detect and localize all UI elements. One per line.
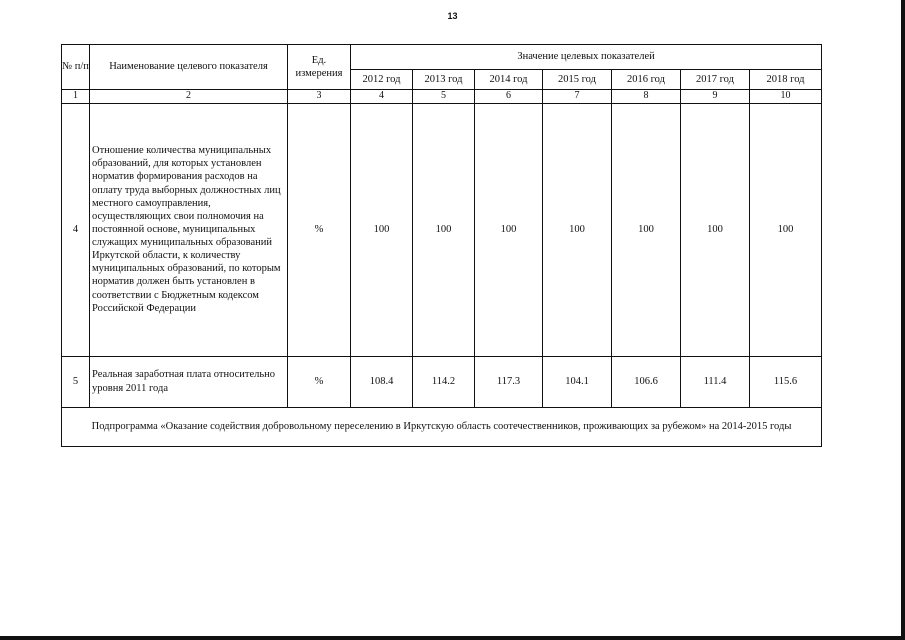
row-indicator-name: Отношение количества муниципальных образований, для которых установлен норматив формирования расходов на оплату труда выборных должностных лиц местного самоуправления, осуществляющих свои полномочия на постоянной основе, муниципальных служащих муниципальных образований Иркутской области, к количеству муниципальных образований, по которым норматив должен быть установлен в соответствии с Бюджетным кодексом Российской Федерации: [90, 103, 288, 356]
header-year: 2015 год: [543, 70, 612, 90]
header-year: 2013 год: [413, 70, 475, 90]
column-number: 3: [288, 90, 351, 104]
table-row: [62, 356, 822, 407]
row-value: 114.2: [413, 356, 475, 407]
column-number: 9: [681, 90, 750, 104]
row-num: 4: [62, 103, 90, 356]
column-number: 7: [543, 90, 612, 104]
column-number: 8: [612, 90, 681, 104]
header-values-group: Значение целевых показателей: [351, 45, 822, 70]
row-value: 100: [750, 103, 822, 356]
row-value: 117.3: [475, 356, 543, 407]
page-number: 13: [447, 11, 458, 21]
row-num: 5: [62, 356, 90, 407]
header-year: 2017 год: [681, 70, 750, 90]
column-number: 4: [351, 90, 413, 104]
header-name: Наименование целевого показателя: [90, 45, 288, 90]
row-unit: %: [288, 103, 351, 356]
column-numbers-row: [62, 90, 822, 104]
targets-table: [61, 44, 822, 447]
row-value: 100: [413, 103, 475, 356]
row-value: 100: [351, 103, 413, 356]
row-value: 100: [543, 103, 612, 356]
row-unit: %: [288, 356, 351, 407]
column-number: 5: [413, 90, 475, 104]
header-num: № п/п: [62, 45, 90, 90]
header-year: 2016 год: [612, 70, 681, 90]
row-value: 100: [612, 103, 681, 356]
row-value: 115.6: [750, 356, 822, 407]
column-number: 10: [750, 90, 822, 104]
header-unit: Ед. измерения: [288, 45, 351, 90]
row-value: 104.1: [543, 356, 612, 407]
row-value: 100: [681, 103, 750, 356]
row-indicator-name: Реальная заработная плата относительно уровня 2011 года: [90, 356, 288, 407]
subprogram-row: [62, 407, 822, 446]
row-value: 108.4: [351, 356, 413, 407]
column-number: 2: [90, 90, 288, 104]
row-value: 100: [475, 103, 543, 356]
table-row: [62, 103, 822, 356]
row-value: 111.4: [681, 356, 750, 407]
header-year: 2012 год: [351, 70, 413, 90]
column-number: 1: [62, 90, 90, 104]
header-year: 2014 год: [475, 70, 543, 90]
row-value: 106.6: [612, 356, 681, 407]
header-year: 2018 год: [750, 70, 822, 90]
subprogram-title-text: Подпрограмма «Оказание содействия добровольному переселению в Иркутскую область соотечественников, проживающих за рубежом» на 2014-2015 годы: [91, 420, 792, 432]
subprogram-title: [62, 407, 822, 446]
column-number: 6: [475, 90, 543, 104]
